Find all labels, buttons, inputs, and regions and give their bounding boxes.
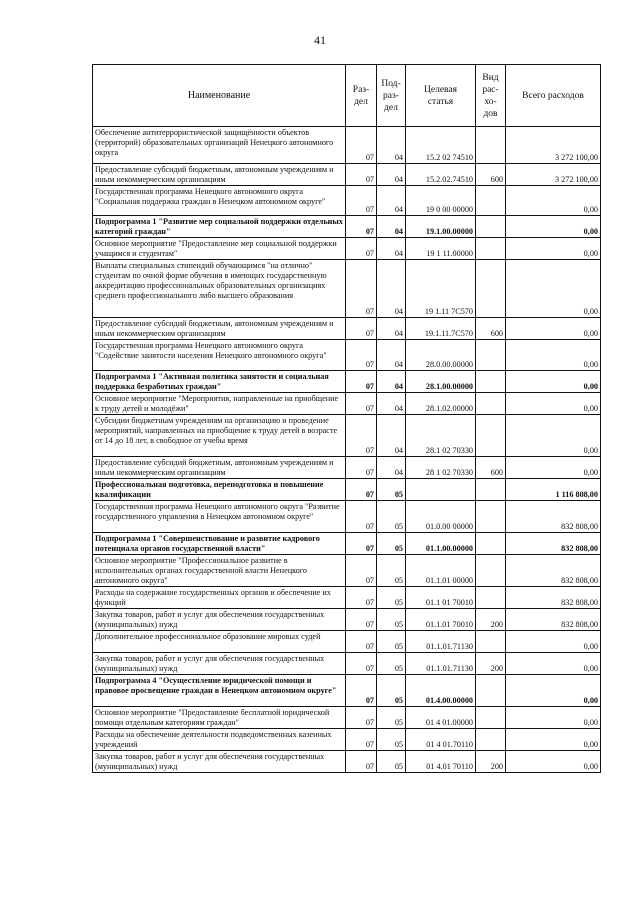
header-vid-text: Вид рас- хо- дов — [482, 72, 499, 119]
row-target-cell: 01 4.01 70110 — [406, 751, 476, 773]
header-target — [406, 65, 476, 127]
header-target-text: Целевая статья — [424, 84, 457, 107]
row-amount-cell: 832 808,00 — [506, 609, 601, 631]
row-razdel-cell: 07 — [346, 216, 377, 238]
row-razdel-cell: 07 — [346, 729, 377, 751]
row-name-cell: Предоставление субсидий бюджетным, автономным учреждениям и иным некоммерческим организациям — [93, 164, 346, 186]
row-vid-cell — [476, 587, 506, 609]
row-target-cell: 19 0 00 00000 — [406, 186, 476, 216]
row-vid-cell — [476, 127, 506, 164]
row-razdel-cell: 07 — [346, 318, 377, 340]
table-row — [93, 260, 601, 318]
table-row — [93, 479, 601, 501]
row-razdel-cell: 07 — [346, 340, 377, 371]
row-razdel-cell: 07 — [346, 501, 377, 533]
row-vid-cell — [476, 631, 506, 653]
row-name-cell: Профессиональная подготовка, переподготовка и повышение квалификации — [93, 479, 346, 501]
table-header-row — [93, 65, 601, 127]
table-row — [93, 393, 601, 415]
row-razdel-cell: 07 — [346, 653, 377, 675]
row-vid-cell — [476, 260, 506, 318]
row-vid-cell — [476, 238, 506, 260]
row-target-cell: 28.1.00.00000 — [406, 371, 476, 393]
header-podrazdel — [377, 65, 406, 127]
row-name-cell: Государственная программа Ненецкого автономного округа "Развитие государственного управления в Ненецком автономном округе" — [93, 501, 346, 533]
row-podrazdel-cell: 04 — [377, 216, 406, 238]
row-vid-cell — [476, 393, 506, 415]
table-row — [93, 555, 601, 587]
row-podrazdel-cell: 05 — [377, 675, 406, 707]
row-razdel-cell: 07 — [346, 707, 377, 729]
row-amount-cell: 0,00 — [506, 238, 601, 260]
row-amount-cell: 832 808,00 — [506, 533, 601, 555]
row-name-cell: Обеспечение антитеррористической защищённости объектов (территорий) образовательных организаций Ненецкого автономного округа — [93, 127, 346, 164]
table-row — [93, 127, 601, 164]
row-podrazdel-cell: 05 — [377, 479, 406, 501]
row-target-cell: 01.1.01 00000 — [406, 555, 476, 587]
row-razdel-cell: 07 — [346, 127, 377, 164]
row-target-cell: 28.1.02.00000 — [406, 393, 476, 415]
header-razdel-text: Раз- дел — [352, 84, 370, 107]
row-podrazdel-cell: 05 — [377, 533, 406, 555]
row-podrazdel-cell: 05 — [377, 555, 406, 587]
row-podrazdel-cell: 04 — [377, 186, 406, 216]
row-razdel-cell: 07 — [346, 587, 377, 609]
row-name-cell: Основное мероприятие "Предоставление мер социальной поддержки учащимся и студентам" — [93, 238, 346, 260]
row-razdel-cell: 07 — [346, 164, 377, 186]
row-razdel-cell: 07 — [346, 675, 377, 707]
page-number: 41 — [314, 33, 326, 47]
row-amount-cell: 832 808,00 — [506, 501, 601, 533]
row-vid-cell — [476, 216, 506, 238]
row-amount-cell: 0,00 — [506, 631, 601, 653]
row-podrazdel-cell: 04 — [377, 238, 406, 260]
row-amount-cell: 3 272 100,00 — [506, 127, 601, 164]
row-razdel-cell: 07 — [346, 260, 377, 318]
header-podrazdel-text: Под- раз- дел — [381, 78, 401, 113]
row-target-cell: 01.1.00.00000 — [406, 533, 476, 555]
table-body — [93, 127, 601, 773]
row-vid-cell — [476, 729, 506, 751]
row-amount-cell: 1 116 808,00 — [506, 479, 601, 501]
row-podrazdel-cell: 05 — [377, 609, 406, 631]
row-name-cell: Государственная программа Ненецкого автономного округа "Социальная поддержка граждан в Ненецком автономном округе" — [93, 186, 346, 216]
row-amount-cell: 0,00 — [506, 707, 601, 729]
row-razdel-cell: 07 — [346, 609, 377, 631]
table-row — [93, 707, 601, 729]
row-podrazdel-cell: 04 — [377, 260, 406, 318]
row-name-cell: Основное мероприятие "Мероприятия, направленные на приобщение к труду детей и молодёжи" — [93, 393, 346, 415]
row-podrazdel-cell: 05 — [377, 729, 406, 751]
row-name-cell: Основное мероприятие "Профессиональное развитие в исполнительных органах государственной власти Ненецкого автономного округа" — [93, 555, 346, 587]
table-row — [93, 216, 601, 238]
row-vid-cell — [476, 533, 506, 555]
row-vid-cell — [476, 479, 506, 501]
row-podrazdel-cell: 05 — [377, 631, 406, 653]
row-razdel-cell: 07 — [346, 555, 377, 587]
row-razdel-cell: 07 — [346, 533, 377, 555]
row-podrazdel-cell: 04 — [377, 415, 406, 457]
row-razdel-cell: 07 — [346, 186, 377, 216]
row-podrazdel-cell: 04 — [377, 371, 406, 393]
row-vid-cell: 200 — [476, 653, 506, 675]
row-name-cell: Подпрограмма 1 "Совершенствование и развитие кадрового потенциала органов государственной власти" — [93, 533, 346, 555]
row-name-cell: Предоставление субсидий бюджетным, автономным учреждениям и иным некоммерческим организациям — [93, 318, 346, 340]
row-vid-cell — [476, 707, 506, 729]
table-row — [93, 415, 601, 457]
row-podrazdel-cell: 04 — [377, 457, 406, 479]
row-vid-cell: 200 — [476, 609, 506, 631]
table-row — [93, 631, 601, 653]
row-vid-cell — [476, 675, 506, 707]
row-vid-cell — [476, 415, 506, 457]
row-razdel-cell: 07 — [346, 371, 377, 393]
row-name-cell: Подпрограмма 1 "Развитие мер социальной поддержки отдельных категорий граждан" — [93, 216, 346, 238]
row-target-cell: 01.1.01 70010 — [406, 609, 476, 631]
row-amount-cell: 0,00 — [506, 457, 601, 479]
header-vid — [476, 65, 506, 127]
row-podrazdel-cell: 05 — [377, 653, 406, 675]
row-name-cell: Расходы на обеспечение деятельности подведомственных казенных учреждений — [93, 729, 346, 751]
row-name-cell: Государственная программа Ненецкого автономного округа "Содействие занятости населения Ненецкого автономного округа" — [93, 340, 346, 371]
row-vid-cell: 600 — [476, 457, 506, 479]
table-row — [93, 186, 601, 216]
table-row — [93, 675, 601, 707]
row-target-cell: 01.0.00 00000 — [406, 501, 476, 533]
row-target-cell: 28.1 02 70330 — [406, 415, 476, 457]
row-razdel-cell: 07 — [346, 751, 377, 773]
row-name-cell: Выплаты специальных стипендий обучающимся "на отлично" студентам по очной форме обучения в имеющих государственную аккредитацию профессиональных образовательных организациях среднего профессионального либо высшего образования — [93, 260, 346, 318]
row-vid-cell — [476, 371, 506, 393]
row-podrazdel-cell: 04 — [377, 318, 406, 340]
row-name-cell: Закупка товаров, работ и услуг для обеспечения государственных (муниципальных) нужд — [93, 751, 346, 773]
row-name-cell: Закупка товаров, работ и услуг для обеспечения государственных (муниципальных) нужд — [93, 609, 346, 631]
row-target-cell: 01.1 01 70010 — [406, 587, 476, 609]
row-amount-cell: 0,00 — [506, 340, 601, 371]
row-target-cell: 19 1.11 7С570 — [406, 260, 476, 318]
table-row — [93, 533, 601, 555]
row-razdel-cell: 07 — [346, 238, 377, 260]
row-podrazdel-cell: 04 — [377, 127, 406, 164]
table-row — [93, 587, 601, 609]
row-name-cell: Дополнительное профессиональное образование мировых судей — [93, 631, 346, 653]
row-target-cell: 28.0.00.00000 — [406, 340, 476, 371]
row-amount-cell: 832 808,00 — [506, 587, 601, 609]
row-target-cell: 01 4 01.00000 — [406, 707, 476, 729]
row-podrazdel-cell: 05 — [377, 501, 406, 533]
row-target-cell: 15.2 02 74510 — [406, 127, 476, 164]
row-name-cell: Подпрограмма 1 "Активная политика занятости и социальная поддержка безработных граждан" — [93, 371, 346, 393]
table-row — [93, 653, 601, 675]
row-target-cell: 01.1.01.71130 — [406, 631, 476, 653]
row-amount-cell: 0,00 — [506, 415, 601, 457]
row-amount-cell: 3 272 100,00 — [506, 164, 601, 186]
row-podrazdel-cell: 05 — [377, 587, 406, 609]
row-razdel-cell: 07 — [346, 415, 377, 457]
row-name-cell: Расходы на содержание государственных органов и обеспечение их функций — [93, 587, 346, 609]
row-amount-cell: 832 808,00 — [506, 555, 601, 587]
row-name-cell: Субсидии бюджетным учреждениям на организацию и проведение мероприятий, направленных на приобщение к труду детей в возрасте от 14 до 18 лет, в свободное от учебы время — [93, 415, 346, 457]
row-vid-cell — [476, 555, 506, 587]
table-row — [93, 751, 601, 773]
row-amount-cell: 0,00 — [506, 751, 601, 773]
row-target-cell: 28 1 02 70330 — [406, 457, 476, 479]
header-razdel — [346, 65, 377, 127]
table-row — [93, 501, 601, 533]
table-row — [93, 340, 601, 371]
row-amount-cell: 0,00 — [506, 675, 601, 707]
table-row — [93, 609, 601, 631]
header-name: Наименование — [93, 65, 346, 127]
row-podrazdel-cell: 04 — [377, 340, 406, 371]
row-name-cell: Основное мероприятие "Предоставление бесплатной юридической помощи отдельным категориям граждан" — [93, 707, 346, 729]
row-target-cell: 01 4 01.70110 — [406, 729, 476, 751]
row-vid-cell — [476, 501, 506, 533]
row-vid-cell — [476, 186, 506, 216]
row-podrazdel-cell: 04 — [377, 393, 406, 415]
table-row — [93, 318, 601, 340]
row-podrazdel-cell: 05 — [377, 707, 406, 729]
row-amount-cell: 0,00 — [506, 260, 601, 318]
table-row — [93, 371, 601, 393]
row-razdel-cell: 07 — [346, 479, 377, 501]
row-target-cell: 01.1.01.71130 — [406, 653, 476, 675]
table-row — [93, 457, 601, 479]
row-razdel-cell: 07 — [346, 631, 377, 653]
row-name-cell: Подпрограмма 4 "Осуществление юридической помощи и правовое просвещение граждан в Ненецком автономном округе" — [93, 675, 346, 707]
row-vid-cell — [476, 340, 506, 371]
row-podrazdel-cell: 04 — [377, 164, 406, 186]
row-target-cell: 19.1.00.00000 — [406, 216, 476, 238]
row-amount-cell: 0,00 — [506, 318, 601, 340]
row-amount-cell: 0,00 — [506, 371, 601, 393]
row-target-cell: 01.4.00.00000 — [406, 675, 476, 707]
table-row — [93, 729, 601, 751]
row-name-cell: Закупка товаров, работ и услуг для обеспечения государственных (муниципальных) нужд — [93, 653, 346, 675]
row-target-cell: 15.2.02.74510 — [406, 164, 476, 186]
row-target-cell: 19 1 11.00000 — [406, 238, 476, 260]
table-row — [93, 238, 601, 260]
table-row — [93, 164, 601, 186]
row-razdel-cell: 07 — [346, 393, 377, 415]
row-razdel-cell: 07 — [346, 457, 377, 479]
row-podrazdel-cell: 05 — [377, 751, 406, 773]
row-amount-cell: 0,00 — [506, 393, 601, 415]
header-total: Всего расходов — [506, 65, 601, 127]
row-amount-cell: 0,00 — [506, 653, 601, 675]
budget-table — [92, 64, 601, 773]
row-target-cell: 19.1.11.7С570 — [406, 318, 476, 340]
row-amount-cell: 0,00 — [506, 186, 601, 216]
row-vid-cell: 600 — [476, 318, 506, 340]
row-target-cell — [406, 479, 476, 501]
row-vid-cell: 600 — [476, 164, 506, 186]
row-amount-cell: 0,00 — [506, 729, 601, 751]
row-name-cell: Предоставление субсидий бюджетным, автономным учреждениям и иным некоммерческим организациям — [93, 457, 346, 479]
row-vid-cell: 200 — [476, 751, 506, 773]
row-amount-cell: 0,00 — [506, 216, 601, 238]
